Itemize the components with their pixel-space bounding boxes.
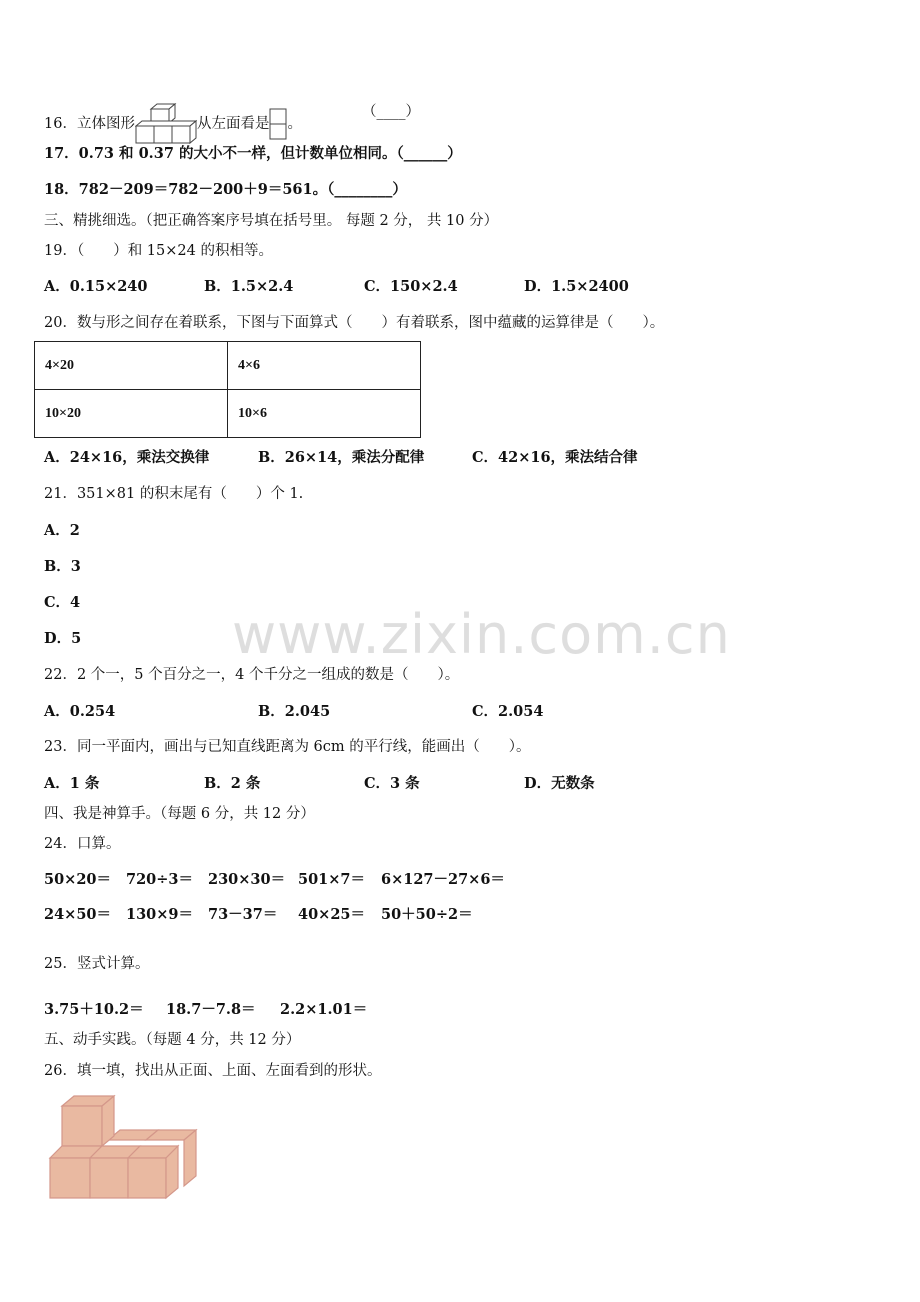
q21-option-b[interactable]: B．3 [44,558,81,575]
cube-figure-icon [135,103,197,145]
q21-option-a[interactable]: A．2 [44,522,80,539]
cube-stack-figure [44,1092,204,1204]
q24-item: 50＋50÷2＝ [381,906,473,923]
q25-item: 18.7－7.8＝ [166,1001,256,1018]
q16-text-c: 。 [287,116,302,132]
watermark: www.zixin.com.cn [232,603,731,666]
q25-item: 3.75＋10.2＝ [44,1001,144,1018]
question-25-stem: 25．竖式计算。 [44,956,150,972]
q24-item: 501×7＝ [298,871,366,888]
q22-option-a[interactable]: A．0.254 [44,703,116,720]
q24-item: 6×127－27×6＝ [381,871,505,888]
q22-option-c[interactable]: C．2.054 [472,703,544,720]
q21-option-d[interactable]: D．5 [44,630,82,647]
q20-option-c[interactable]: C．42×16，乘法结合律 [472,449,638,466]
q16-text-b: 从左面看是 [196,116,270,132]
q23-option-b[interactable]: B．2 条 [204,775,261,792]
question-22-stem: 22．2 个一，5 个百分之一，4 个千分之一组成的数是（ ）。 [44,667,460,683]
question-23-stem: 23．同一平面内，画出与已知直线距离为 6cm 的平行线，能画出（ ）。 [44,739,531,755]
section-5-heading: 五、动手实践。（每题 4 分，共 12 分） [44,1032,301,1048]
q20-option-a[interactable]: A．24×16，乘法交换律 [44,449,210,466]
question-20-stem: 20．数与形之间存在着联系，下图与下面算式（ ）有着联系，图中蕴藏的运算律是（ ）。 [44,315,665,331]
table-cell: 10×20 [35,390,228,438]
question-17: 17．0.73 和 0.37 的大小不一样，但计数单位相同。（______） [44,145,462,162]
q16-answer-bracket[interactable]: （____） [362,104,420,120]
q21-option-c[interactable]: C．4 [44,594,81,611]
left-view-icon [269,108,287,140]
q16-text-a: 16．立体图形 [44,116,135,132]
q24-item: 40×25＝ [298,906,366,923]
table-cell: 10×6 [228,390,421,438]
q20-area-table [34,341,421,438]
q19-option-d[interactable]: D．1.5×2400 [524,278,629,295]
question-26-stem: 26．填一填，找出从正面、上面、左面看到的形状。 [44,1063,382,1079]
table-row [35,342,421,390]
q24-item: 230×30＝ [208,871,286,888]
q24-item: 130×9＝ [126,906,194,923]
q25-item: 2.2×1.01＝ [280,1001,368,1018]
question-16 [44,103,302,145]
table-row [35,390,421,438]
q22-option-b[interactable]: B．2.045 [258,703,331,720]
question-18: 18．782－209＝782－200＋9＝561。（________） [44,181,407,198]
table-cell: 4×6 [228,342,421,390]
q24-item: 720÷3＝ [126,871,194,888]
question-24-stem: 24．口算。 [44,836,121,852]
q24-item: 24×50＝ [44,906,112,923]
q24-item: 73－37＝ [208,906,278,923]
q19-option-c[interactable]: C．150×2.4 [364,278,458,295]
q19-option-b[interactable]: B．1.5×2.4 [204,278,294,295]
q20-option-b[interactable]: B．26×14，乘法分配律 [258,449,425,466]
section-4-heading: 四、我是神算手。（每题 6 分，共 12 分） [44,806,315,822]
section-3-heading: 三、精挑细选。（把正确答案序号填在括号里。 每题 2 分， 共 10 分） [44,213,499,229]
q23-option-a[interactable]: A．1 条 [44,775,100,792]
q19-option-a[interactable]: A．0.15×240 [44,278,148,295]
q23-option-d[interactable]: D．无数条 [524,775,595,792]
q24-item: 50×20＝ [44,871,112,888]
q23-option-c[interactable]: C．3 条 [364,775,420,792]
question-19-stem: 19．（ ）和 15×24 的积相等。 [44,243,273,259]
table-cell: 4×20 [35,342,228,390]
question-21-stem: 21．351×81 的积末尾有（ ）个 1. [44,486,304,502]
